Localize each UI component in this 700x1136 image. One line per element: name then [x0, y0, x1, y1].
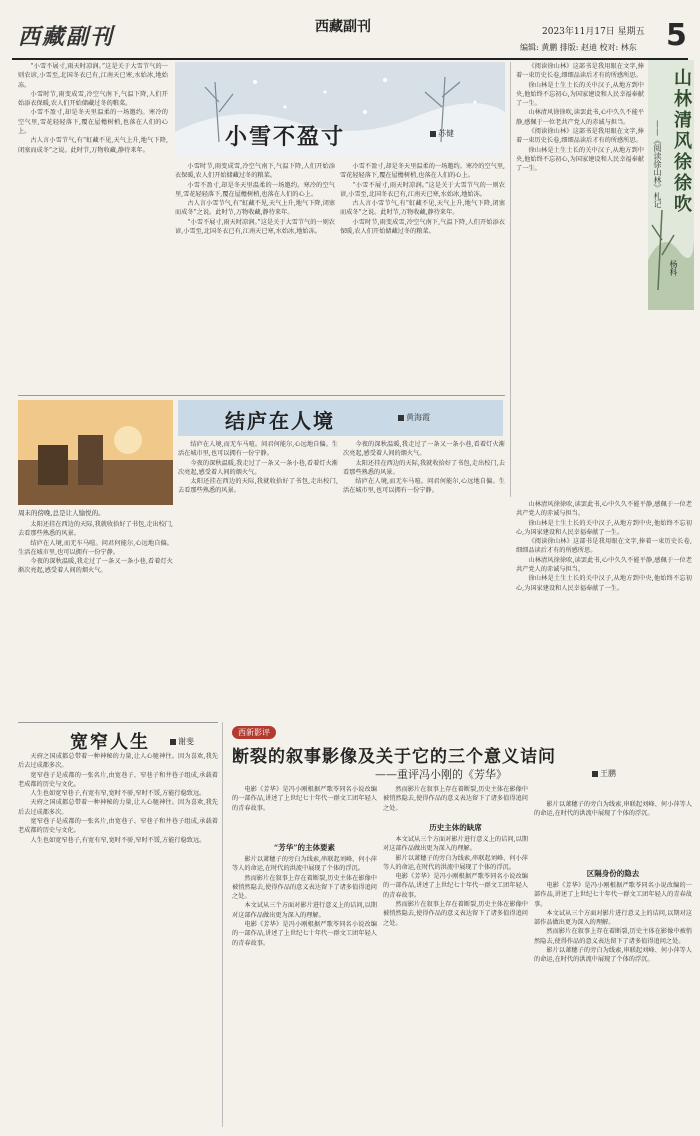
shanlin-title-panel — [648, 60, 694, 310]
paragraph: 电影《芳华》是冯小刚根据严歌苓同名小说改编的一部作品,讲述了上世纪七十年代一群文工团年轻人的青春故事。 — [534, 882, 692, 908]
paragraph: 电影《芳华》是冯小刚根据严歌苓同名小说改编的一部作品,讲述了上世纪七十年代一群文工团年轻人的青春故事。 — [232, 786, 377, 812]
paragraph: 今夜的深秋温暖,我走过了一条又一条小巷,看着灯火渐次亮起,感受着人间的烟火气。 — [178, 459, 338, 476]
paragraph: 本文试从三个方面对影片进行意义上的诘问,以期对这部作品做出更为深入的理解。 — [232, 902, 377, 919]
paragraph: 结庐在人境,而无车马喧。问君何能尔,心远地自偏。生活在城市里,也可以拥有一份宁静。 — [18, 539, 173, 556]
fangshu-column-1a — [232, 785, 377, 840]
xiaoxue-left-column — [18, 62, 168, 392]
paragraph: 本文试从三个方面对影片进行意义上的诘问,以期对这部作品做出更为深入的理解。 — [383, 836, 528, 853]
section-heading: “芳华”的主体要素 — [273, 843, 336, 852]
paragraph: 徐山林是土生土长的关中汉子,从地方到中央,他始终不忘初心,为国家建设和人民幸福奉献了一生。 — [516, 575, 692, 592]
xiaoxue-title: 小雪不盈寸 — [225, 124, 346, 150]
paragraph: 小雪时节,雨变成雪,冷空气南下,气温下降,人们开始添衣保暖,农人们开始储藏过冬的粮菜。 — [175, 163, 335, 180]
paragraph: 天府之国成都总带着一种神秘的力量,让人心驰神往。因为喜欢,我先后去过成都多次。 — [18, 799, 218, 816]
paragraph: 《阅读徐山林》这部书是我用眼在文字,捧着一束历史长卷,细细品读后才有的所感所思。 — [516, 538, 692, 555]
paragraph: 然而影片在叙事上存在着断裂,历史主体在影像中被悄然隐去,使得作品的意义表达留下了诸多值得追问之处。 — [383, 901, 528, 927]
kuanzhai-title: 宽窄人生 — [70, 732, 150, 753]
jieyan-caption: 周末的傍晚,总是让人愉悦的。 — [18, 509, 105, 517]
issue-date: 2023年11月17日 星期五 — [542, 27, 645, 37]
paragraph: 小雪不盈寸,却是冬天里温柔的一场邀约。寒冷的空气里,雪花轻轻落下,覆在屋檐树梢,也落在人们的心上。 — [340, 163, 505, 180]
paragraph: 影片以萧穗子的旁白为线索,串联起刘峰、何小萍等人的命运,在时代的洪流中展现了个体的浮沉。 — [534, 801, 692, 818]
fangshu-column-3b — [534, 881, 692, 1127]
kuanzhai-column — [18, 752, 218, 1127]
fangshu-column-3a — [534, 800, 692, 865]
fangshu-author: 王鹏 — [592, 768, 616, 779]
page-header — [0, 0, 700, 58]
paragraph: “小雪不展寸,雨天时凉润。”这是关于大雪节气的一则农谚,小雪至,北国冬衣已有,江南天已寒,水始冰,地始冻。 — [18, 63, 168, 89]
shanlin-title: 山林清风徐徐吹 — [671, 68, 692, 215]
shanlin-subtitle: ——《阅读徐山林》札记 — [653, 120, 662, 208]
editor-credits: 编辑: 黄鹏 排版: 赵迪 校对: 林东 — [520, 43, 637, 52]
paragraph: 徐山林是土生土长的关中汉子,从地方到中央,他始终不忘初心,为国家建设和人民幸福奉献了一生。 — [516, 81, 644, 108]
xiaoxue-column-3 — [340, 162, 505, 362]
paragraph: 宽窄巷子是成都的一张名片,由宽巷子、窄巷子和井巷子组成,承载着老成都的历史与文化。 — [18, 771, 218, 788]
paragraph: 山林清风徐徐吹,读罢此书,心中久久不能平静,感佩于一位老共产党人的赤诚与担当。 — [516, 556, 692, 574]
shanlin-author: 杨科 — [669, 260, 678, 276]
xiaoxue-author: 苏健 — [430, 128, 454, 139]
paragraph: 电影《芳华》是冯小刚根据严歌苓同名小说改编的一部作品,讲述了上世纪七十年代一群文工团年轻人的青春故事。 — [383, 873, 528, 899]
jieyan-column-1 — [18, 520, 173, 720]
paragraph: 今夜的深秋温暖,我走过了一条又一条小巷,看着灯火渐次亮起,感受着人间的烟火气。 — [343, 441, 505, 458]
paragraph: 太阳还挂在西边的天际,我就收拾好了书包,走出校门,去看那些熟悉的风景。 — [343, 459, 505, 476]
paragraph: 太阳还挂在西边的天际,我就收拾好了书包,走出校门,去看那些熟悉的风景。 — [178, 478, 338, 495]
paragraph: 小雪不盈寸,却是冬天里温柔的一场邀约。寒冷的空气里,雪花轻轻落下,覆在屋檐树梢,也落在人们的心上。 — [175, 181, 335, 198]
fangshu-column-2b — [383, 835, 528, 1127]
paragraph: 古人言小雪节气,有“虹藏不见,天气上升,地气下降,闭塞而成冬”之说。此时节,万物收藏,静待来年。 — [340, 200, 505, 217]
paragraph: 小雪不盈寸,却是冬天里温柔的一场邀约。寒冷的空气里,雪花轻轻落下,覆在屋檐树梢,也落在人们的心上。 — [18, 109, 168, 136]
paragraph: 徐山林是土生土长的关中汉子,从地方到中央,他始终不忘初心,为国家建设和人民幸福奉献了一生。 — [516, 519, 692, 536]
section-heading: 历史主体的缺席 — [429, 823, 482, 832]
header-rule — [12, 58, 688, 60]
jieyan-photo — [18, 400, 173, 505]
paragraph: 人生也如宽窄巷子,有宽有窄,宽时不骄,窄时不馁,方能行稳致远。 — [30, 790, 206, 798]
paragraph: 古人言小雪节气,有“虹藏不见,天气上升,地气下降,闭塞而成冬”之说。此时节,万物收藏,静待来年。 — [175, 200, 335, 217]
paragraph: 山林清风徐徐吹,读罢此书,心中久久不能平静,感佩于一位老共产党人的赤诚与担当。 — [516, 501, 692, 518]
fangshu-title: 断裂的叙事影像及关于它的三个意义诘问 — [232, 747, 556, 767]
fangshu-column-1b — [232, 855, 377, 1127]
paragraph: 影片以萧穗子的旁白为线索,串联起刘峰、何小萍等人的命运,在时代的洪流中展现了个体的浮沉。 — [232, 856, 377, 873]
paragraph: 结庐在人境,而无车马喧。问君何能尔,心远地自偏。生活在城市里,也可以拥有一份宁静。 — [343, 478, 505, 495]
section-heading: 区隔身份的隐去 — [586, 869, 640, 878]
masthead-title: 西藏副刊 — [18, 24, 115, 50]
paragraph: 然而影片在叙事上存在着断裂,历史主体在影像中被悄然隐去,使得作品的意义表达留下了诸多值得追问之处。 — [232, 874, 377, 901]
jieyan-column-3 — [343, 440, 505, 715]
paragraph: 人生也如宽窄巷子,有宽有窄,宽时不骄,窄时不馁,方能行稳致远。 — [30, 836, 206, 844]
section-rule — [18, 722, 218, 723]
jieyan-author: 黄海霞 — [398, 412, 430, 423]
paragraph: “小雪不展寸,雨天时凉润。”这是关于大雪节气的一则农谚,小雪至,北国冬衣已有,江南天已寒,水始冰,地始冻。 — [175, 218, 335, 236]
kuanzhai-author: 谢斐 — [170, 736, 194, 747]
section-rule — [18, 395, 505, 396]
paragraph: 结庐在人境,而无车马喧。问君何能尔,心远地自偏。生活在城市里,也可以拥有一份宁静。 — [178, 441, 338, 458]
paragraph: 电影《芳华》是冯小刚根据严歌苓同名小说改编的一部作品,讲述了上世纪七十年代一群文工团年轻人的青春故事。 — [232, 921, 377, 947]
paragraph: 今夜的深秋温暖,我走过了一条又一条小巷,看着灯火渐次亮起,感受着人间的烟火气。 — [18, 558, 173, 575]
fangshu-column-2a — [383, 785, 528, 820]
jieyan-column-2 — [178, 440, 338, 715]
column-divider — [510, 62, 511, 497]
paragraph: 宽窄巷子是成都的一张名片,由宽巷子、窄巷子和井巷子组成,承载着老成都的历史与文化。 — [18, 818, 218, 835]
paragraph: 《阅读徐山林》这部书是我用眼在文字,捧着一束历史长卷,细细品读后才有的所感所思。 — [516, 128, 644, 145]
paragraph: 影片以萧穗子的旁白为线索,串联起刘峰、何小萍等人的命运,在时代的洪流中展现了个体的浮沉。 — [383, 854, 528, 871]
paragraph: 太阳还挂在西边的天际,我就收拾好了书包,走出校门,去看那些熟悉的风景。 — [18, 521, 173, 538]
column-logo: 西藏副刊 — [315, 19, 371, 35]
paragraph: 小雪时节,雨变成雪,冷空气南下,气温下降,人们开始添衣保暖,农人们开始储藏过冬的粮菜。 — [340, 218, 505, 236]
paragraph: “小雪不展寸,雨天时凉润。”这是关于大雪节气的一则农谚,小雪至,北国冬衣已有,江南天已寒,水始冰,地始冻。 — [340, 181, 505, 198]
page-number: 5 — [666, 18, 687, 53]
column-divider — [222, 722, 223, 1127]
paragraph: 徐山林是土生土长的关中汉子,从地方到中央,他始终不忘初心,为国家建设和人民幸福奉献了一生。 — [516, 146, 644, 173]
jieyan-title: 结庐在人境 — [225, 409, 335, 433]
xiaoxue-column-2 — [175, 162, 335, 362]
paragraph: 本文试从三个方面对影片进行意义上的诘问,以期对这部作品做出更为深入的理解。 — [534, 909, 692, 927]
paragraph: 然而影片在叙事上存在着断裂,历史主体在影像中被悄然隐去,使得作品的意义表达留下了诸多值得追问之处。 — [383, 786, 528, 812]
paragraph: 影片以萧穗子的旁白为线索,串联起刘峰、何小萍等人的命运,在时代的洪流中展现了个体的浮沉。 — [534, 947, 692, 964]
paragraph: 然而影片在叙事上存在着断裂,历史主体在影像中被悄然隐去,使得作品的意义表达留下了诸多值得追问之处。 — [534, 928, 692, 945]
shanlin-text-column — [516, 62, 644, 492]
paragraph: 《阅读徐山林》这部书是我用眼在文字,捧着一束历史长卷,细细品读后才有的所感所思。 — [516, 63, 644, 80]
paragraph: 小雪时节,雨变成雪,冷空气南下,气温下降,人们开始添衣保暖,农人们开始储藏过冬的粮菜。 — [18, 90, 168, 108]
paragraph: 山林清风徐徐吹,读罢此书,心中久久不能平静,感佩于一位老共产党人的赤诚与担当。 — [516, 109, 644, 126]
film-review-badge: 西新影评 — [232, 726, 276, 739]
fangshu-subtitle: ——重评冯小刚的《芳华》 — [375, 768, 507, 781]
paragraph: 天府之国成都总带着一种神秘的力量,让人心驰神往。因为喜欢,我先后去过成都多次。 — [18, 753, 218, 770]
paragraph: 古人言小雪节气,有“虹藏不见,天气上升,地气下降,闭塞而成冬”之说。此时节,万物收藏,静待来年。 — [18, 137, 168, 154]
